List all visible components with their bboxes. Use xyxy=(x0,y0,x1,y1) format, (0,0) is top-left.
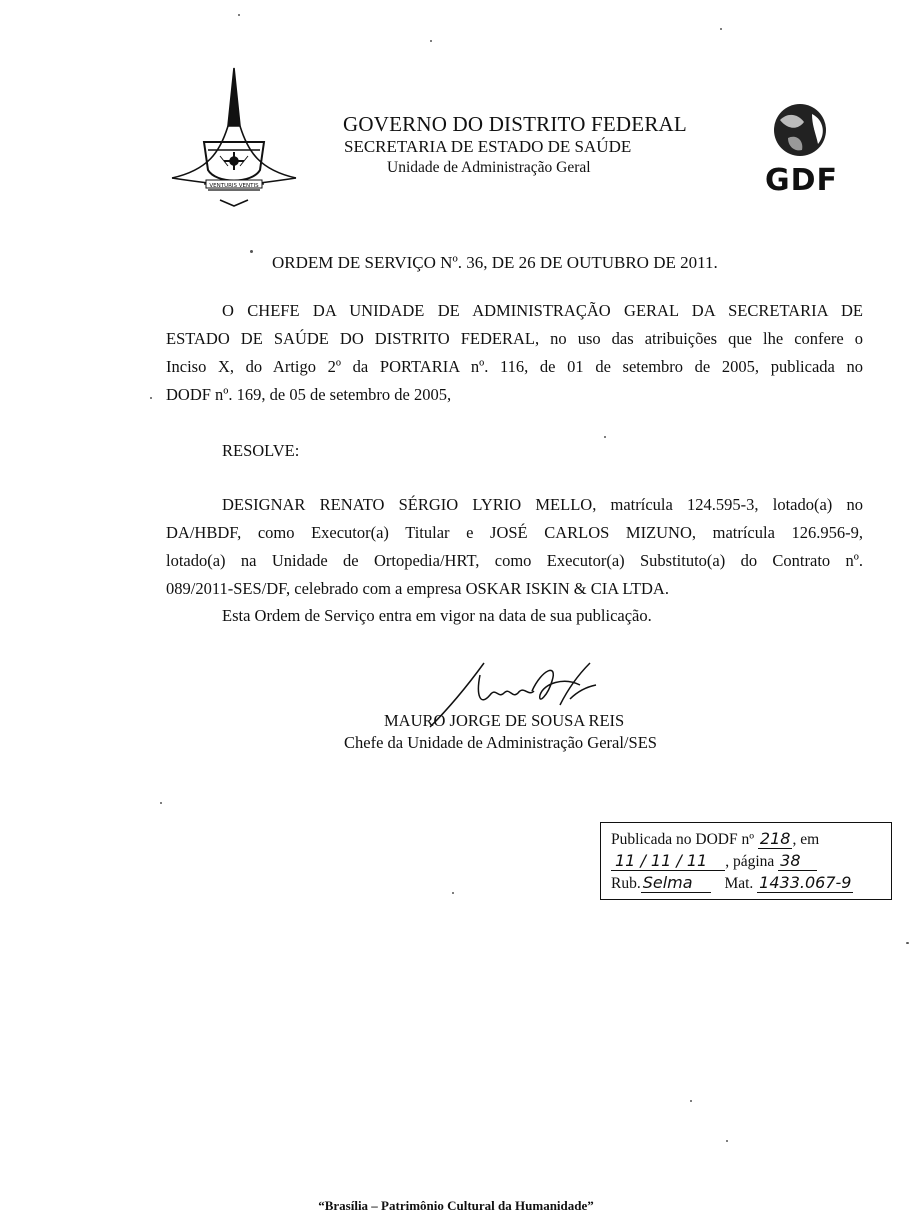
signatory-name: MAURO JORGE DE SOUSA REIS xyxy=(384,711,625,730)
publication-date: 11 / 11 / 11 xyxy=(611,851,725,871)
mat-number: 1433.067-9 xyxy=(759,873,852,892)
publication-stamp xyxy=(600,822,892,900)
rubric: Selma xyxy=(641,873,711,893)
brasilia-emblem-logo xyxy=(168,66,300,208)
designation-line: DESIGNAR RENATO SÉRGIO LYRIO MELLO, matrícula 124.595-3, lotado(a) no xyxy=(222,495,863,514)
stamp-line-3: Rub. Selma Mat. 1433.067-9 xyxy=(611,873,852,892)
signatory-role: Chefe da Unidade de Administração Geral/SES xyxy=(344,733,657,752)
secretariat-heading: SECRETARIA DE ESTADO DE SAÚDE xyxy=(344,137,632,156)
effective-statement: Esta Ordem de Serviço entra em vigor na data de sua publicação. xyxy=(222,606,652,625)
unit-heading: Unidade de Administração Geral xyxy=(387,159,591,176)
emblem-motto: VENTURIS VENTIS xyxy=(209,183,259,189)
designation-line: 089/2011-SES/DF, celebrado com a empresa OSKAR ISKIN & CIA LTDA. xyxy=(166,579,669,598)
preamble-line: Inciso X, do Artigo 2º da PORTARIA nº. 116, de 01 de setembro de 2005, publicada no xyxy=(166,357,863,376)
resolve-heading: RESOLVE: xyxy=(222,441,300,460)
gdf-globe-logo xyxy=(768,100,838,164)
preamble-line: O CHEFE DA UNIDADE DE ADMINISTRAÇÃO GERAL DA SECRETARIA DE xyxy=(222,301,863,320)
stamp-line-1: Publicada no DODF nº 218 , em xyxy=(611,829,820,848)
designation-line: DA/HBDF, como Executor(a) Titular e JOSÉ CARLOS MIZUNO, matrícula 126.956-9, xyxy=(166,523,863,542)
designation-line: lotado(a) na Unidade de Ortopedia/HRT, como Executor(a) Substituto(a) do Contrato nº. xyxy=(166,551,863,570)
preamble-line: DODF nº. 169, de 05 de setembro de 2005, xyxy=(166,385,452,404)
dodf-number: 218 xyxy=(759,829,791,848)
gdf-logo-text: GDF xyxy=(765,163,839,198)
order-title: ORDEM DE SERVIÇO Nº. 36, DE 26 DE OUTUBRO DE 2011. xyxy=(272,253,718,272)
stamp-line-2: 11 / 11 / 11 , página 38 xyxy=(611,851,817,871)
page-number: 38 xyxy=(778,851,816,871)
footer-motto: “Brasília – Patrimônio Cultural da Humanidade” xyxy=(318,1198,594,1213)
government-heading: GOVERNO DO DISTRITO FEDERAL xyxy=(343,112,687,136)
preamble-line: ESTADO DE SAÚDE DO DISTRITO FEDERAL, no uso das atribuições que lhe confere o xyxy=(166,329,863,348)
